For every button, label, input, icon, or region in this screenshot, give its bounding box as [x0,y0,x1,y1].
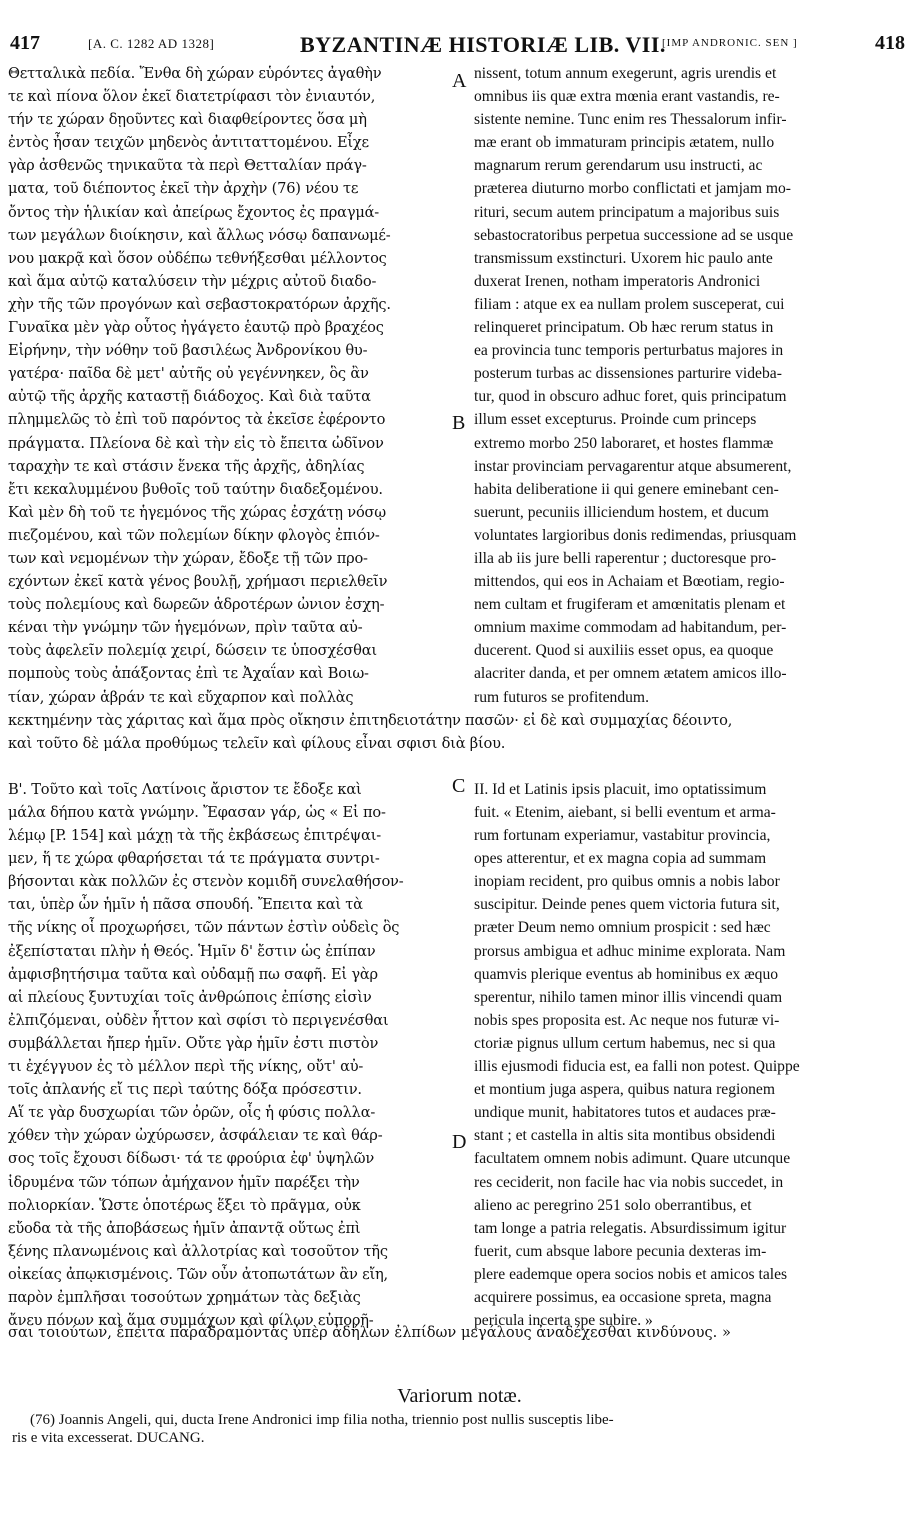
latin-line: stant ; et castella in altis sita montibus obsidendi [474,1127,776,1145]
latin-line: ctoriæ pignus ullum certum habemus, nec si qua [474,1034,776,1052]
latin-line: et montium juga aspera, quibus natura regionem [474,1081,775,1099]
greek-line: Αἵ τε γὰρ δυσχωρίαι τῶν ὀρῶν, οἷς ἡ φύσις πολλα- [8,1104,376,1122]
greek-line: Γυναῖκα μὲν γὰρ οὗτος ἠγάγετο ἑαυτῷ πρὸ βραχέος [8,319,384,337]
latin-column [474,62,908,1332]
greek-line: ἱδρυμένα τῶν τόπων ἀμήχανον ἡμῖν παρέξει τὴν [8,1173,360,1191]
greek-line: σος τοῖς ἔχουσι δίδωσι· τά τε φρούρια ἐφ' ὑψηλῶν [8,1150,375,1168]
latin-line: duxerat Irenen, notham imperatoris Andronici [474,272,761,290]
greek-line: πολιορκίαν. Ὥστε ὁποτέρως ἕξει τὸ πρᾶγμα, οὐκ [8,1196,361,1214]
margin-marker-a: A [452,70,467,92]
latin-line: omnium maxime commodam ad habitandum, per- [474,619,787,637]
latin-line: quamvis plerique eventus ab hominibus ex æquo [474,965,779,983]
latin-line: habita deliberatione ii qui genere eminebant cen- [474,480,779,498]
latin-line: res ceciderit, non facile hac via nobis succedet, in [474,1173,784,1191]
latin-line [474,709,908,732]
greek-line: παρὸν ἐμπλῆσαι τοσούτων χρημάτων τὰς δεξιὰς [8,1288,361,1306]
greek-line: ταραχὴν τε καὶ στάσιν ἕνεκα τῆς ἀρχῆς, ἀδηλίας [8,457,365,475]
notes-heading: Variorum notæ. [397,1385,522,1407]
greek-line: καὶ τοῦτο δὲ μάλα προθύμως τελεῖν καὶ φίλους εἶναι σφισι διὰ βίου. [8,734,506,752]
greek-line: βήσονται κὰκ πολλῶν ἐς στενὸν κομιδῆ συνελαθήσον- [8,873,404,891]
latin-line: prorsus ambigua et adhuc minime explorata. Nam [474,942,786,960]
latin-line: ducerent. Quod si auxiliis esset opus, ea quoque [474,642,774,660]
latin-line: undique munit, habitatores tutos et audaces præ- [474,1104,776,1122]
latin-line: mittendos, qui eos in Achaiam et Bœotiam, regio- [474,573,785,591]
latin-line: relinqueret principatum. Ob hæc rerum status in [474,319,774,337]
greek-line: εχόντων ἐκεῖ κατὰ γένος βουλῇ, χρήμασι περιελθεῖν [8,573,388,591]
margin-marker-c: C [452,775,466,797]
latin-line: opes atterentur, et ex magna copia ad summam [474,850,767,868]
greek-line: πλημμελῶς τὸ ἐπὶ τοῦ παρόντος τὰ ἐκεῖσε ἐφέροντο [8,411,386,429]
margin-marker-b: B [452,412,466,434]
greek-line: τήν τε χώραν δῃοῦντες καὶ διαφθείροντες ὅσα μὴ [8,111,367,129]
greek-line: ἄνευ πόνων καὶ ἅμα συμμάχων καὶ φίλων εὐπορῆ- [8,1312,374,1330]
greek-line: ξένης πλανωμένοις καὶ ἀλλοτρίας καὶ τοσοῦτον τῆς [8,1242,388,1260]
latin-line: tam longe a patria relegatis. Absurdissimum igitur [474,1219,787,1237]
latin-line: pericula incerta spe subire. » [474,1312,653,1330]
greek-line: κέναι τὴν γνώμην τῶν ἡγεμόνων, πρὶν ταῦτα αὐ- [8,619,363,637]
greek-line: τοὺς πολεμίους καὶ δωρεῶν ἁδροτέρων ὠνιον ἐσχη- [8,596,385,614]
greek-line: τίαν, χώραν ἁβράν τε καὶ εὔχαρπον καὶ πολλὰς [8,688,354,706]
greek-line: πράγματα. Πλείονα δὲ καὶ τὴν εἰς τὸ ἔπειτα ὠδῖνον [8,434,384,452]
latin-line: omnibus iis quæ extra mœnia erant vastandis, re- [474,88,780,106]
latin-line: alieno ac peregrino 251 solo oberrantibus, et [474,1196,752,1214]
greek-line: Θετταλικὰ πεδία. Ἔνθα δὴ χώραν εὑρόντες ἀγαθὴν [8,65,382,82]
latin-line: ea provincia tunc temporis perturbatus majores in [474,342,784,360]
running-header [10,32,909,58]
greek-line: ἐλπιζόμεναι, οὐδὲν ἧττον καὶ σφίσι τὸ περιγενέσθαι [8,1011,389,1029]
greek-line [8,755,452,778]
latin-line: instar provinciam pervagarentur atque absumerent, [474,457,792,475]
year-range: [A. C. 1282 AD 1328] [88,36,215,51]
latin-line: nobis spes proposita est. Ac neque nos futuræ vi- [474,1011,780,1029]
latin-line: posterum turbas ac dissensiones parturire videba- [474,365,782,383]
greek-line: γατέρα· παῖδα δὲ μετ' αὐτῆς οὐ γεγέννηκεν, ὃς ἂν [8,365,369,383]
latin-line: suscipitur. Deinde penes quem victoria futura sit, [474,896,780,914]
greek-line: πομποὺς τοὺς ἀπάξοντας ἐπὶ τε Ἀχαΐαν καὶ Βοιω- [8,665,369,683]
margin-marker-d: D [452,1131,467,1153]
latin-line: fuit. « Etenim, aiebant, si belli eventum et arma- [474,804,776,821]
greek-line: Β'. Τοῦτο καὶ τοῖς Λατίνοις ἄριστον τε ἔδοξε καὶ [8,780,362,798]
greek-line: αἱ πλείους ξυντυχίαι τοῖς ἀνθρώποις ἐπίσης εἰσὶν [8,988,372,1006]
footnote-line-1: (76) Joannis Angeli, qui, ducta Irene Andronici imp filia notha, triennio post nullis susceptis libe- [30,1412,614,1428]
latin-line: rum futuros se profitendum. [474,688,649,706]
latin-line: transmissum exstincturi. Uxorem hic paulo ante [474,249,773,267]
greek-line: εὔοδα τὰ τῆς ἀποβάσεως ἡμῖν ἀπαντᾷ οὕτως ἐπὶ [8,1219,361,1237]
latin-line: fuerit, cum absque labore pecunia dexteras im- [474,1242,767,1260]
latin-line: nissent, totum annum exegerunt, agris urendis et [474,65,777,82]
greek-line: τοῖς ἀπλανής εἴ τις περὶ ταύτης δόξα πρόσεστιν. [8,1081,362,1099]
latin-line: rituri, secum autem principatum a majoribus suis [474,203,780,221]
greek-line: ται, ὑπὲρ ὧν ἡμῖν ἡ πᾶσα σπουδή. Ἔπειτα καὶ τὰ [8,896,363,914]
latin-line: II. Id et Latinis ipsis placuit, imo optatissimum [474,780,767,798]
greek-line: οἰκείας ἀπῳκισμένοις. Τῶν οὖν ἀτοπωτάτων ἂν εἴη, [8,1265,388,1283]
greek-line: ἐντὸς ἦσαν τειχῶν μηδενὸς ἀντιταττομένου. Εἶχε [8,134,369,152]
greek-line: τοὺς ἀφελεῖν πολεμίᾳ χειρί, δώσειν τε ὑποσχέσθαι [8,642,377,660]
latin-line [474,732,908,755]
latin-line: extremo morbo 250 laboraret, et hostes flammæ [474,434,774,452]
latin-line: magnarum rerum gerendarum usu instructi, ac [474,157,763,175]
greek-line: ματα, τοῦ διέποντος ἐκεῖ τὴν ἀρχὴν (76) νέου τε [8,180,359,198]
greek-line: των μεγάλων διοίκησιν, καὶ ἄλλως νόσῳ δαπανωμέ- [8,226,391,244]
greek-line: γὰρ ἀσθενῶς τηνικαῦτα τὰ περὶ Θετταλίαν πράγ- [8,157,367,175]
greek-line: αὐτῷ τῆς ἀρχῆς καταστῇ διάδοχος. Καὶ διὰ ταῦτα [8,388,371,406]
greek-line: των καὶ νεμομένων τὴν χώραν, ἔδοξε τῇ τῶν προ- [8,549,368,567]
latin-line: sperentur, nihilo tamen minor illis vincendi quam [474,988,783,1006]
greek-line: Εἰρήνην, τὴν νόθην τοῦ βασιλέως Ἀνδρονίκου θυ- [8,342,368,360]
greek-full-line-end: σαι τοιούτων, ἔπειτα παραδραμόντας ὑπὲρ ἀδήλων ἐλπίδων μεγάλους ἀναδέχεσθαι κινδύνους. » [8,1324,731,1341]
latin-line: præter Deum nemo omnium prospicit : sed hæc [474,919,771,937]
greek-line: ἀμφισβητήσιμα ταῦτα καὶ οὐδαμῇ πω σαφῆ. Εἰ γὰρ [8,965,378,983]
latin-line: filiam : atque ex ea nullam prolem susceperat, cui [474,295,785,313]
page-number-right: 418 [875,32,905,54]
latin-line: rum fortunam experiamur, vastabitur provincia, [474,827,771,845]
footnote-line-2: ris e vita excesserat. DUCANG. [12,1430,205,1446]
section-heading: [IMP ANDRONIC. SEN ] [662,37,798,49]
latin-line: facultatem omnem nobis adimunt. Quare utcunque [474,1150,791,1168]
greek-line: ἐξεπίσταται πλὴν ἡ Θεός. Ἡμῖν δ' ἔστιν ὡς ἐπίπαν [8,942,376,960]
latin-line: illa ab iis jure belli raperentur ; ductoresque pro- [474,549,777,567]
latin-line [474,755,908,778]
greek-line: μεν, ἥ τε χώρα φθαρήσεται τά τε πράγματα συντρι- [8,850,380,868]
latin-line: præterea diuturno morbo conflictati et jamjam mo- [474,180,791,198]
latin-line: alacriter danda, et per omnem ætatem amicos illo- [474,665,787,683]
greek-line: ὄντος τὴν ἡλικίαν καὶ ἀπείρως ἔχοντος ἐς πραγμά- [8,203,380,221]
greek-line: ἔτι κεκαλυμμένου βυθοῖς τοῦ ταύτην διαδεξομένου. [8,480,383,498]
greek-line: τι ἐχέγγυον ἐς τὸ μέλλον περὶ τῆς νίκης, οὔτ' αὐ- [8,1058,364,1076]
book-title: BYZANTINÆ HISTORIÆ LIB. VII. [300,32,666,57]
latin-line: mæ erant ob immaturam principis ætatem, nullo [474,134,775,152]
latin-line: suerunt, pecuniis illiciendum hostem, et ducum [474,503,769,521]
greek-line: χόθεν τὴν χώραν ὠχύρωσεν, ἀσφάλειαν τε καὶ θάρ- [8,1127,383,1145]
greek-line: Καὶ μὲν δὴ τοῦ τε ἡγεμόνος τῆς χώρας ἐσχάτῃ νόσῳ [8,503,387,521]
greek-line: μάλα δήπου κατὰ γνώμην. Ἔφασαν γάρ, ὡς « Εἰ πο- [8,804,386,821]
greek-line: συμβάλλεται ἤπερ ἡμῖν. Οὔτε γὰρ ἡμῖν ἐστι πιστὸν [8,1034,379,1052]
greek-line: χὴν τῆς τῶν προγόνων καὶ σεβαστοκρατόρων ἀρχῆς. [8,295,391,313]
latin-line: illis ejusmodi fiducia est, ea falli non potest. Quippe [474,1058,800,1076]
latin-line: inopiam recident, pro quibus omnis a nobis labor [474,873,780,891]
latin-line: illum esset excepturus. Proinde cum princeps [474,411,757,429]
greek-line: νου μακρᾷ καὶ ὅσον οὐδέπω τεθνήξεσθαι μέλλοντος [8,249,387,267]
page-number-left: 417 [10,32,40,54]
greek-line: τῆς νίκης οἷ προχωρήσει, τῶν πάντων ἐστὶν οὐδεὶς ὃς [8,919,400,937]
greek-line: τε καὶ πίονα ὅλον ἐκεῖ διατετρίφασι τὸν ἐνιαυτόν, [8,88,376,106]
latin-line: acquirere possimus, ea occasione spreta, magna [474,1288,772,1306]
latin-line: sebastocratoribus perpetua successione ad se usque [474,226,794,244]
latin-line: tur, quod in obscuro adhuc foret, quis principatum [474,388,787,406]
latin-line: sistente nemine. Tunc enim res Thessalorum infir- [474,111,787,129]
latin-line: plere eademque opera socios nobis et amicos tales [474,1265,788,1283]
latin-line: voluntates largioribus donis redimendas, priusquam [474,526,797,544]
greek-line: κεκτημένην τὰς χάριτας καὶ ἅμα πρὸς οἴκησιν ἐπιτηδειοτάτην πασῶν· εἰ δὲ καὶ συμμαχίας δέοιντο, [8,711,733,729]
latin-line: nem cultam et frugiferam et amœnitatis plenam et [474,596,786,614]
greek-line: καὶ ἅμα αὐτῷ καταλύσειν τὴν μέχρις αὐτοῦ διαδο- [8,272,377,290]
greek-line: πιεζομένου, καὶ τῶν πολεμίων δίκην φλογὸς ἐπιόν- [8,526,380,544]
greek-line: λέμῳ [P. 154] καὶ μάχῃ τὰ τῆς ἐκβάσεως ἐπιτρέψαι- [8,827,381,845]
